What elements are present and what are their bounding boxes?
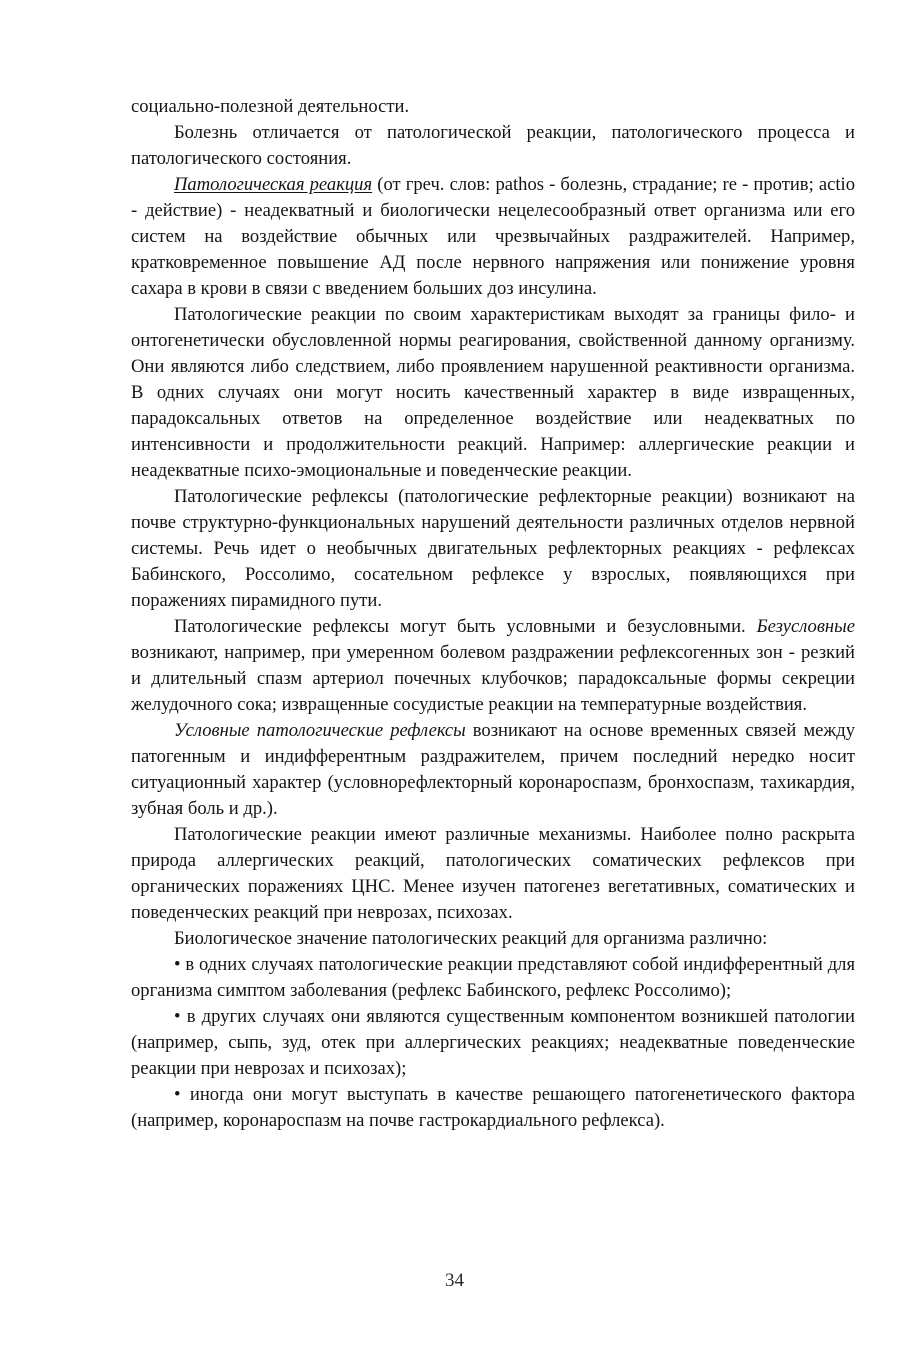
paragraph-conditioned-reflexes <box>131 718 855 822</box>
paragraph-text: Патологические рефлексы (патологические рефлекторные реакции) возникают на почве структурно-функциональных нарушений деятельности различных отделов нервной системы. Речь идет о необычных двигательных рефлекторных реакциях - рефлексах Бабинского, Россолимо, сосательном рефлексе у взрослых, появляющихся при поражениях пирамидного пути. <box>131 486 855 611</box>
bullet-text: • в других случаях они являются существенным компонентом возникшей патологии (например, сыпь, зуд, отек при аллергических реакциях; неадекватные поведенческие реакции при неврозах и психозах); <box>131 1006 855 1079</box>
body-text <box>131 94 855 1134</box>
paragraph-text: Биологическое значение патологических реакций для организма различно: <box>174 928 768 949</box>
paragraph-text: (от греч. слов: pathos - болезнь, страдание; re - против; actio - действие) - неадекватный и биологически нецелесообразный ответ организма или его систем на воздействие обычных или чрезвычайных раздражителей. Например, кратковременное повышение АД после нервного напряжения или понижение уровня сахара в крови в связи с введением больших доз инсулина. <box>131 174 855 299</box>
bullet-item-decisive-factor <box>131 1082 855 1134</box>
paragraph-text: возникают на основе временных связей между патогенным и индифферентным раздражителем, причем последний нередко носит ситуационный характер (условнорефлекторный коронароспазм, бронхоспазм, тахикардия, зубная боль и др.). <box>131 720 855 819</box>
bullet-item-essential-component <box>131 1004 855 1082</box>
paragraph-mechanisms <box>131 822 855 926</box>
term-conditioned-reflexes: Условные патологические рефлексы <box>174 720 466 741</box>
paragraph-pathological-reflexes <box>131 484 855 614</box>
paragraph-text: Патологические реакции имеют различные механизмы. Наиболее полно раскрыта природа аллергических реакций, патологических соматических рефлексов при органических поражениях ЦНС. Менее изучен патогенез вегетативных, соматических и поведенческих реакций при неврозах, психозах. <box>131 824 855 923</box>
paragraph-continuation <box>131 94 855 120</box>
paragraph-text: Болезнь отличается от патологической реакции, патологического процесса и патологического состояния. <box>131 122 855 169</box>
paragraph-disease-distinction <box>131 120 855 172</box>
bullet-item-indifferent-symptom <box>131 952 855 1004</box>
paragraph-text: Патологические реакции по своим характеристикам выходят за границы фило- и онтогенетически обусловленной нормы реагирования, свойственной данному организму. Они являются либо следствием, либо проявлением нарушенной реактивности организма. В одних случаях они могут носить качественный характер в виде извращенных, парадоксальных ответов на определенное воздействие или неадекватных по интенсивности и продолжительности реакций. Например: аллергические реакции и неадекватные психо-эмоциональные и поведенческие реакции. <box>131 304 855 481</box>
paragraph-text: социально-полезной деятельности. <box>131 96 410 117</box>
paragraph-reaction-characteristics <box>131 302 855 484</box>
paragraph-biological-significance <box>131 926 855 952</box>
paragraph-text: возникают, например, при умеренном болевом раздражении рефлексогенных зон - резкий и длительный спазм артериол почечных клубочков; парадоксальные формы секреции желудочного сока; извращенные сосудистые реакции на температурные воздействия. <box>131 642 855 715</box>
bullet-text: • в одних случаях патологические реакции представляют собой индифферентный для организма симптом заболевания (рефлекс Бабинского, рефлекс Россолимо); <box>131 954 855 1001</box>
page-number: 34 <box>445 1270 464 1291</box>
paragraph-lead: Патологические рефлексы могут быть условными и безусловными. <box>174 616 757 637</box>
term-unconditioned: Безусловные <box>756 616 855 637</box>
paragraph-pathological-reaction-definition <box>131 172 855 302</box>
bullet-text: • иногда они могут выступать в качестве решающего патогенетического фактора (например, коронароспазм на почве гастрокардиального рефлекса). <box>131 1084 855 1131</box>
term-pathological-reaction: Патологическая реакция <box>174 174 373 195</box>
paragraph-unconditioned-reflexes <box>131 614 855 718</box>
